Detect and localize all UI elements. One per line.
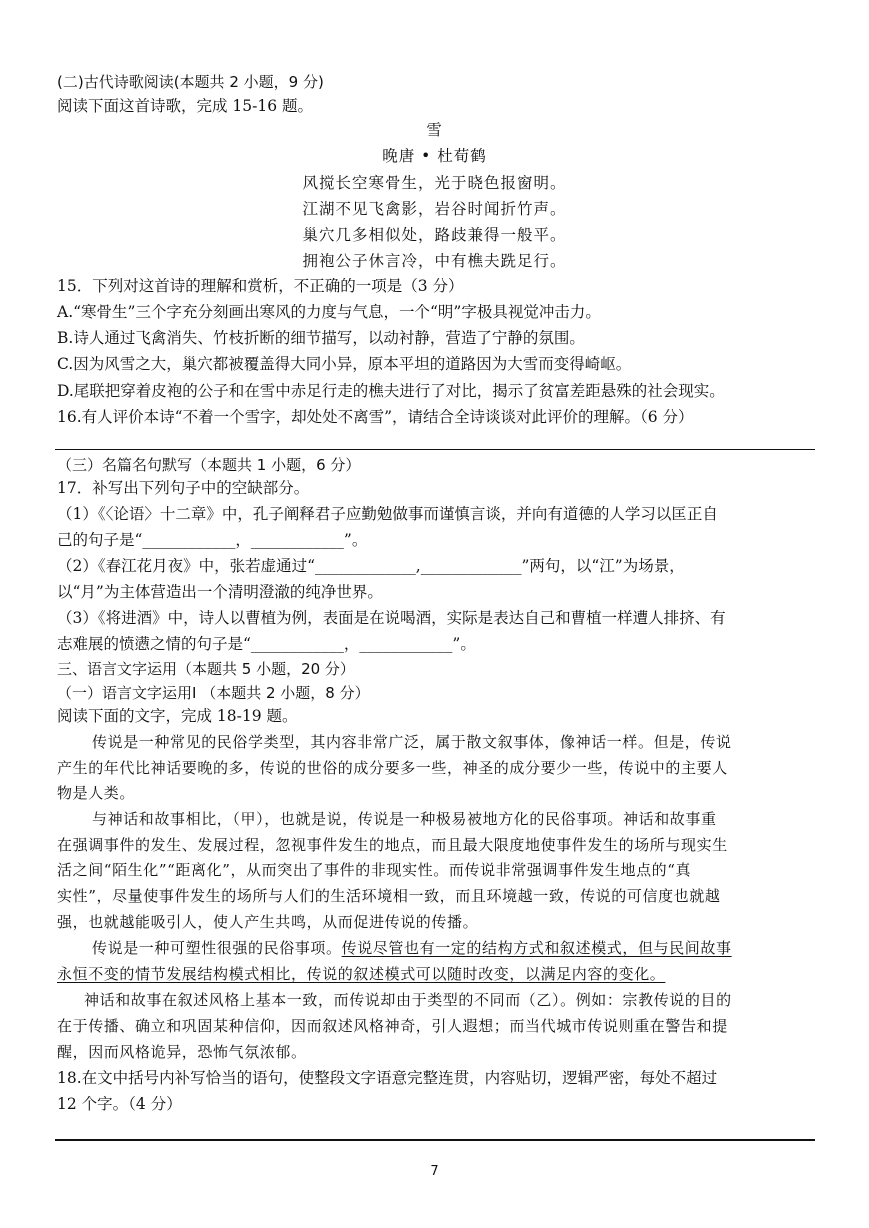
passage-line: 实性”，尽量使事件发生的场所与人们的生活环境相一致，而且环境越一致，传说的可信度也就越 (57, 887, 721, 905)
poem-line: 巢穴几多相似处，路歧兼得一般平。 (302, 226, 567, 244)
poem-title: 雪 (426, 121, 443, 139)
section-instruction: 阅读下面这首诗歌，完成 15-16 题。 (57, 97, 314, 115)
question-15-option-a: A.“寒骨生”三个字充分刻画出寒风的力度与气息，一个“明”字极具视觉冲击力。 (57, 303, 601, 321)
dictation-item-1-line-1: （1）《〈论语〉十二章》中，孔子阐释君子应勤勉做事而谨慎言谈，并向有道德的人学习以匡正自 (57, 505, 718, 523)
question-18-line-2: 12 个字。（4 分） (57, 1095, 182, 1113)
passage-line: 活之间“陌生化”“距离化”，从而突出了事件的非现实性。而传说非常强调事件发生地点的“真 (57, 861, 692, 879)
question-16-stem: 16.有人评价本诗“不着一个雪字，却处处不离雪”，请结合全诗谈谈对此评价的理解。（6 分） (57, 408, 694, 426)
dictation-item-3-line-1: （3）《将进酒》中，诗人以曹植为例，表面是在说喝酒，实际是表达自己和曹植一样遭人排挤、有 (57, 609, 726, 627)
passage-line: 神话和故事在叙述风格上基本一致，而传说却由于类型的不同而（乙）。例如：宗教传说的目的 (84, 991, 732, 1009)
passage-line: 产生的年代比神话要晚的多，传说的世俗的成分要多一些，神圣的成分要少一些，传说中的主要人 (57, 759, 728, 777)
section-heading-language: 三、语言文字运用（本题共 5 小题，20 分） (57, 660, 355, 678)
passage-line: 强，也就越能吸引人，使人产生共鸣，从而促进传说的传播。 (57, 913, 479, 931)
passage-line (92, 938, 732, 958)
sub-heading-language-1: （一）语言文字运用Ⅰ （本题共 2 小题，8 分） (57, 684, 370, 702)
poem-line: 风搅长空寒骨生，光于晓色报窗明。 (302, 174, 567, 192)
language-instruction: 阅读下面的文字，完成 18-19 题。 (57, 707, 298, 725)
question-18-line-1: 18.在文中括号内补写恰当的语句，使整段文字语意完整连贯，内容贴切，逻辑严密，每处不超过 (57, 1069, 718, 1087)
dictation-item-1-line-2: 己的句子是“____________，____________”。 (57, 531, 368, 549)
section-heading-ancient-poetry: (二)古代诗歌阅读(本题共 2 小题，9 分) (57, 73, 324, 91)
question-15-option-b: B.诗人通过飞禽消失、竹枝折断的细节描写，以动衬静，营造了宁静的氛围。 (57, 329, 585, 347)
passage-line: 在于传播、确立和巩固某种信仰，因而叙述风格神奇，引人遐想；而当代城市传说则重在警告和提 (57, 1017, 728, 1035)
passage-line: 在强调事件的发生、发展过程，忽视事件发生的地点，而且最大限度地使事件发生的场所与现实生 (57, 836, 728, 854)
passage-line: 传说是一种常见的民俗学类型，其内容非常广泛，属于散文叙事体，像神话一样。但是，传说 (92, 733, 732, 751)
poem-line: 江湖不见飞禽影，岩谷时闻折竹声。 (302, 200, 567, 218)
passage-line: 物是人类。 (57, 784, 136, 802)
footer-rule (55, 1139, 815, 1141)
question-15-option-c: C.因为风雪之大，巢穴都被覆盖得大同小异，原本平坦的道路因为大雪而变得崎岖。 (57, 355, 632, 373)
question-17-stem: 17．补写出下列句子中的空缺部分。 (57, 479, 310, 497)
dictation-item-2-line-1: （2）《春江花月夜》中，张若虚通过“_____________,_____________”两句，以“江”为场景， (57, 557, 685, 575)
poem-author: 晚唐 • 杜荀鹤 (382, 147, 487, 165)
poem-line: 拥袍公子休言冷，中有樵夫跣足行。 (302, 252, 567, 270)
section-heading-dictation: （三）名篇名句默写（本题共 1 小题，6 分） (57, 456, 361, 474)
dictation-item-3-line-2: 志难展的愤懑之情的句子是“____________，____________”。 (57, 635, 476, 653)
question-15-option-d: D.尾联把穿着皮袍的公子和在雪中赤足行走的樵夫进行了对比，揭示了贫富差距悬殊的社会现实。 (57, 382, 725, 400)
section-divider (55, 449, 815, 450)
underlined-sentence: 传说尽管也有一定的结构方式和叙述模式，但与民间故事 (341, 939, 732, 957)
dictation-item-2-line-2: 以“月”为主体营造出一个清明澄澈的纯净世界。 (57, 583, 383, 601)
passage-line (57, 964, 665, 984)
underlined-sentence: 永恒不变的情节发展结构模式相比，传说的叙述模式可以随时改变，以满足内容的变化。 (57, 965, 666, 983)
passage-plain-text: 传说是一种可塑性很强的民俗事项。 (92, 939, 342, 957)
question-15-stem: 15．下列对这首诗的理解和赏析，不正确的一项是（3 分） (57, 277, 464, 295)
page-number: 7 (430, 1164, 439, 1179)
passage-line: 与神话和故事相比，（甲），也就是说，传说是一种极易被地方化的民俗事项。神话和故事重 (92, 810, 717, 828)
passage-line: 醒，因而风格诡异，恐怖气氛浓郁。 (57, 1043, 307, 1061)
